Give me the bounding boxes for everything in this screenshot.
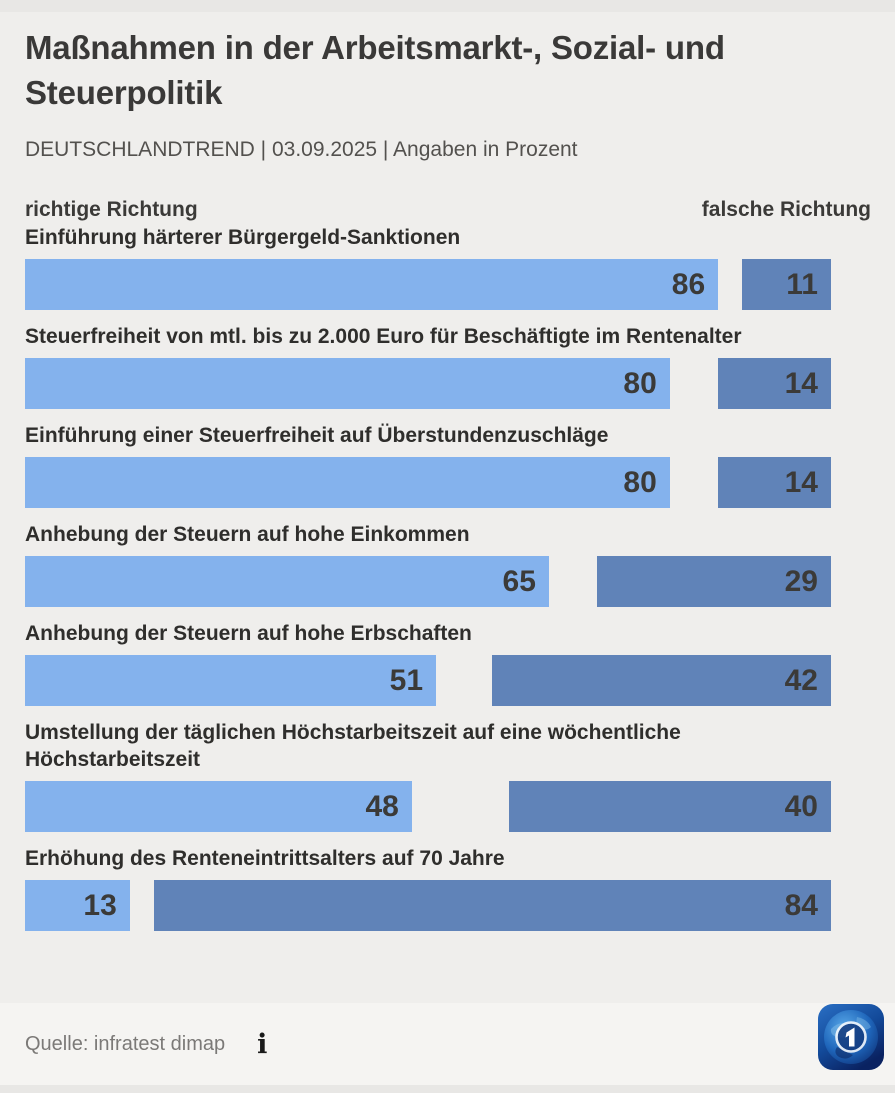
column-header-right-direction: richtige Richtung <box>25 198 198 221</box>
chart-rows <box>25 224 831 944</box>
column-headers <box>25 198 871 222</box>
bar-pair <box>25 556 831 607</box>
chart-row <box>25 719 831 832</box>
measure-label: Anhebung der Steuern auf hohe Einkommen <box>25 523 470 546</box>
bar-right-direction <box>25 556 549 607</box>
measure-label: Steuerfreiheit von mtl. bis zu 2.000 Euro für Beschäftigte im Rentenalter <box>25 325 742 348</box>
measure-label: Erhöhung des Renteneintrittsalters auf 70 Jahre <box>25 847 505 870</box>
source-line <box>25 1028 268 1060</box>
bar-pair <box>25 457 831 508</box>
bar-right-direction-value: 86 <box>671 268 706 301</box>
chart-row <box>25 224 831 310</box>
bar-wrong-direction <box>492 655 831 706</box>
bar-wrong-direction <box>718 358 831 409</box>
measure-label: Umstellung der täglichen Höchstarbeitszeit auf eine wöchentliche Höchstarbeitszeit <box>25 721 681 771</box>
bar-wrong-direction <box>742 259 831 310</box>
measure-label: Anhebung der Steuern auf hohe Erbschaften <box>25 622 472 645</box>
bar-wrong-direction-value: 40 <box>784 790 818 823</box>
column-header-wrong-direction: falsche Richtung <box>701 198 871 221</box>
page-title: Maßnahmen in der Arbeitsmarkt-, Sozial- und Steuerpolitik <box>25 29 725 111</box>
bar-right-direction <box>25 457 670 508</box>
bar-wrong-direction-value: 11 <box>786 268 818 301</box>
bar-right-direction <box>25 259 718 310</box>
bar-right-direction <box>25 781 412 832</box>
bar-right-direction-value: 65 <box>502 565 536 598</box>
footer <box>0 1003 895 1085</box>
measure-label: Einführung härterer Bürgergeld-Sanktionen <box>25 226 461 249</box>
bar-wrong-direction <box>154 880 831 931</box>
bar-wrong-direction-value: 42 <box>784 664 818 697</box>
ard-tagesschau-logo <box>817 1003 885 1071</box>
chart-row <box>25 620 831 706</box>
bar-right-direction <box>25 358 670 409</box>
chart-row <box>25 422 831 508</box>
chart-row <box>25 845 831 931</box>
bar-wrong-direction-value: 14 <box>784 466 818 499</box>
source-text: Quelle: infratest dimap <box>25 1033 226 1055</box>
bar-pair <box>25 655 831 706</box>
bar-pair <box>25 358 831 409</box>
bar-wrong-direction-value: 84 <box>784 889 818 922</box>
bar-pair <box>25 781 831 832</box>
bar-wrong-direction <box>597 556 831 607</box>
chart-row <box>25 521 831 607</box>
bar-wrong-direction-value: 29 <box>784 565 818 598</box>
bar-right-direction-value: 51 <box>389 664 424 697</box>
bottom-edge-strip <box>0 1085 895 1093</box>
page-subtitle: DEUTSCHLANDTREND | 03.09.2025 | Angaben in Prozent <box>25 138 578 161</box>
bar-right-direction-value: 80 <box>623 466 657 499</box>
bar-right-direction-value: 48 <box>365 790 399 823</box>
bar-right-direction-value: 13 <box>83 889 117 922</box>
bar-wrong-direction-value: 14 <box>784 367 818 400</box>
bar-right-direction-value: 80 <box>623 367 657 400</box>
measure-label: Einführung einer Steuerfreiheit auf Überstundenzuschläge <box>25 424 609 447</box>
bar-right-direction <box>25 880 130 931</box>
top-edge-strip <box>0 0 895 12</box>
bar-wrong-direction <box>509 781 831 832</box>
info-icon[interactable]: i <box>257 1028 268 1060</box>
bar-right-direction <box>25 655 436 706</box>
bar-pair <box>25 259 831 310</box>
bar-wrong-direction <box>718 457 831 508</box>
chart-row <box>25 323 831 409</box>
bar-pair <box>25 880 831 931</box>
